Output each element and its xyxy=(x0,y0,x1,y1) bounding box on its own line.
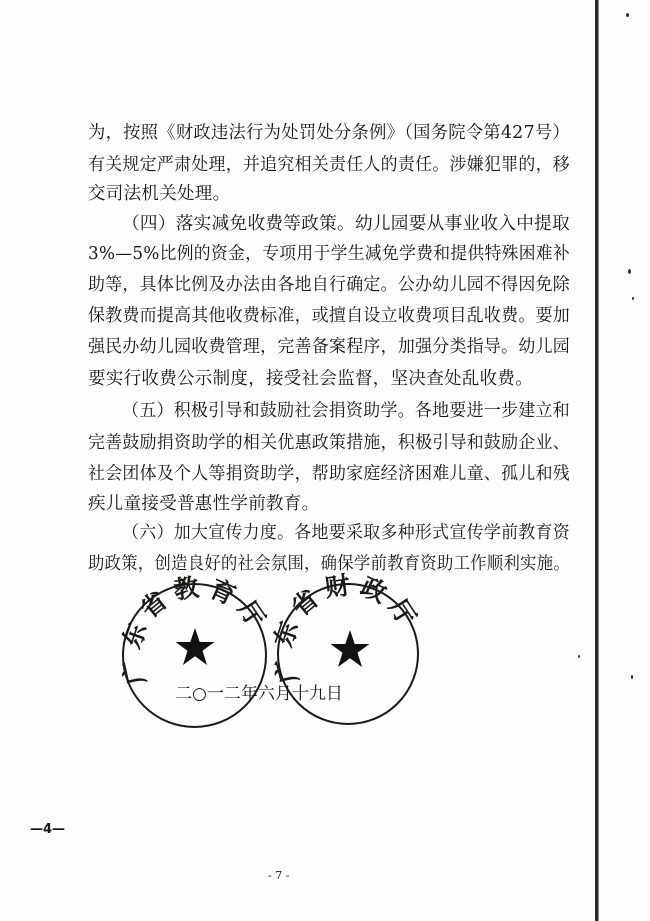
text-line-1: 为，按照《财政违法行为处罚处分条例》（国务院令第427号） xyxy=(88,123,570,143)
text-line-8: 强民办幼儿园收费管理，完善备案程序，加强分类指导。幼儿园 xyxy=(88,337,570,357)
text-line-5: 3%—5%比例的资金，专项用于学生减免学费和提供特殊困难补 xyxy=(88,244,570,264)
seal-finance-text: 广东省财政厅 xyxy=(268,569,426,687)
svg-text:广东省财政厅 xyxy=(268,570,425,687)
text-line-4: （四）落实减免收费等政策。幼儿园要从事业收入中提取 xyxy=(122,214,570,234)
inner-page-number: —4— xyxy=(30,822,66,837)
text-line-10: （五）积极引导和鼓励社会捐资助学。各地要进一步建立和 xyxy=(122,401,570,421)
scan-speck xyxy=(578,655,580,658)
binding-edge-shadow xyxy=(598,0,599,921)
scan-speck xyxy=(632,297,634,300)
text-line-13: 疾儿童接受普惠性学前教育。 xyxy=(88,494,320,514)
seal-education-text: 广东省教育厅 xyxy=(115,571,275,688)
text-line-2: 有关规定严肃处理，并追究相关责任人的责任。涉嫌犯罪的，移 xyxy=(88,155,570,175)
text-line-7: 保教费而提高其他收费标准，或擅自设立收费项目乱收费。要加 xyxy=(88,306,570,326)
text-line-6: 助等，具体比例及办法由各地自行确定。公办幼儿园不得因免除 xyxy=(88,275,570,295)
document-date: 二○一二年六月十九日 xyxy=(175,684,343,704)
text-line-11: 完善鼓励捐资助学的相关优惠政策措施，积极引导和鼓励企业、 xyxy=(88,433,570,453)
text-line-3: 交司法机关处理。 xyxy=(88,184,231,204)
text-line-12: 社会团体及个人等捐资助学，帮助家庭经济困难儿童、孤儿和残 xyxy=(88,464,570,484)
scan-speck xyxy=(626,13,629,17)
scan-speck xyxy=(631,675,633,679)
scan-speck xyxy=(628,269,631,274)
text-line-9: 要实行收费公示制度，接受社会监督，坚决查处乱收费。 xyxy=(88,369,533,389)
outer-page-number: - 7 - xyxy=(268,869,290,882)
seal-finance-star-icon xyxy=(330,630,370,668)
text-line-14: （六）加大宣传力度。各地要采取多种形式宣传学前教育资 xyxy=(122,523,570,543)
text-line-15: 助政策，创造良好的社会氛围，确保学前教育资助工作顺利实施。 xyxy=(88,554,570,574)
